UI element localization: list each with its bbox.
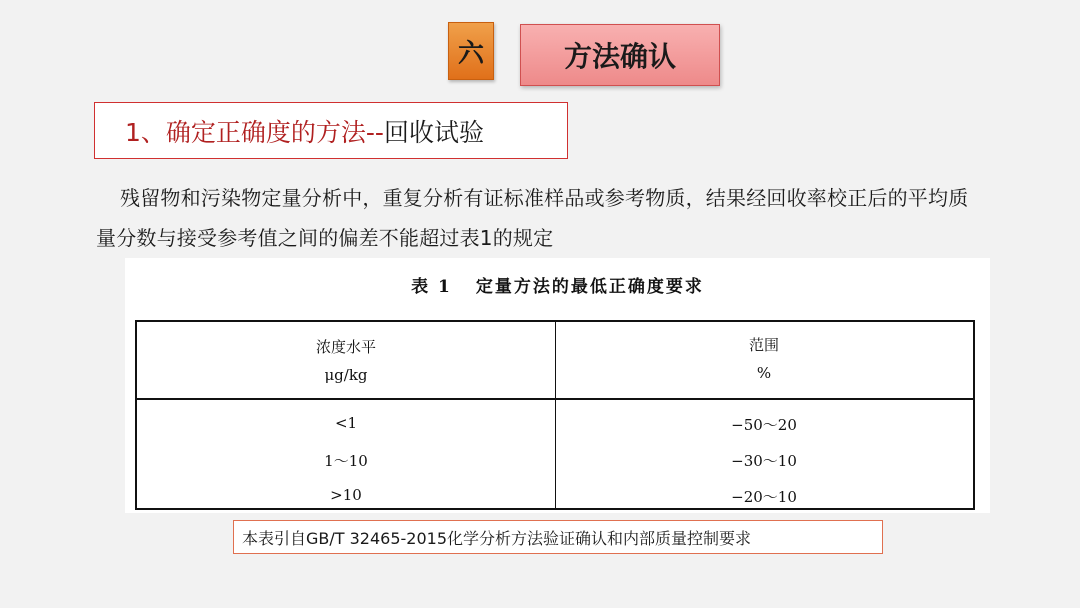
table-header-divider xyxy=(137,398,973,400)
row-2-level: 1～10 xyxy=(324,452,368,470)
reference-text: 本表引自GB/T 32465-2015化学分析方法验证确认和内部质量控制要求 xyxy=(242,528,752,548)
table-caption-text: 定量方法的最低正确度要求 xyxy=(475,277,704,297)
reference-note xyxy=(233,520,883,554)
row-1-range: −50～20 xyxy=(731,416,797,434)
subtitle-suffix: 回收试验 xyxy=(383,117,484,147)
section-title-box xyxy=(520,24,720,86)
section-title: 方法确认 xyxy=(563,40,676,73)
header-level-label: 浓度水平 xyxy=(315,338,376,356)
subtitle-box xyxy=(94,102,568,159)
table-caption-number: 表 1 xyxy=(411,277,452,297)
subtitle-prefix: 1、确定正确度的方法-- xyxy=(125,117,384,147)
section-number-badge xyxy=(448,22,494,80)
section-number: 六 xyxy=(457,38,484,69)
row-1-level: <1 xyxy=(334,414,358,432)
body-paragraph: 残留物和污染物定量分析中，重复分析有证标准样品或参考物质，结果经回收率校正后的平均质量分数与接受参考值之间的偏差不能超过表1的规定 xyxy=(96,186,969,250)
row-2-range: −30～10 xyxy=(731,452,797,470)
row-3-level: >10 xyxy=(330,486,362,504)
header-range-unit: % xyxy=(756,364,772,382)
table-caption xyxy=(125,272,990,297)
header-range-label: 范围 xyxy=(748,336,779,354)
requirements-table-image xyxy=(125,258,990,513)
row-3-range: −20～10 xyxy=(731,488,797,506)
table-grid xyxy=(135,320,975,510)
header-level-unit: μg/kg xyxy=(324,366,368,384)
